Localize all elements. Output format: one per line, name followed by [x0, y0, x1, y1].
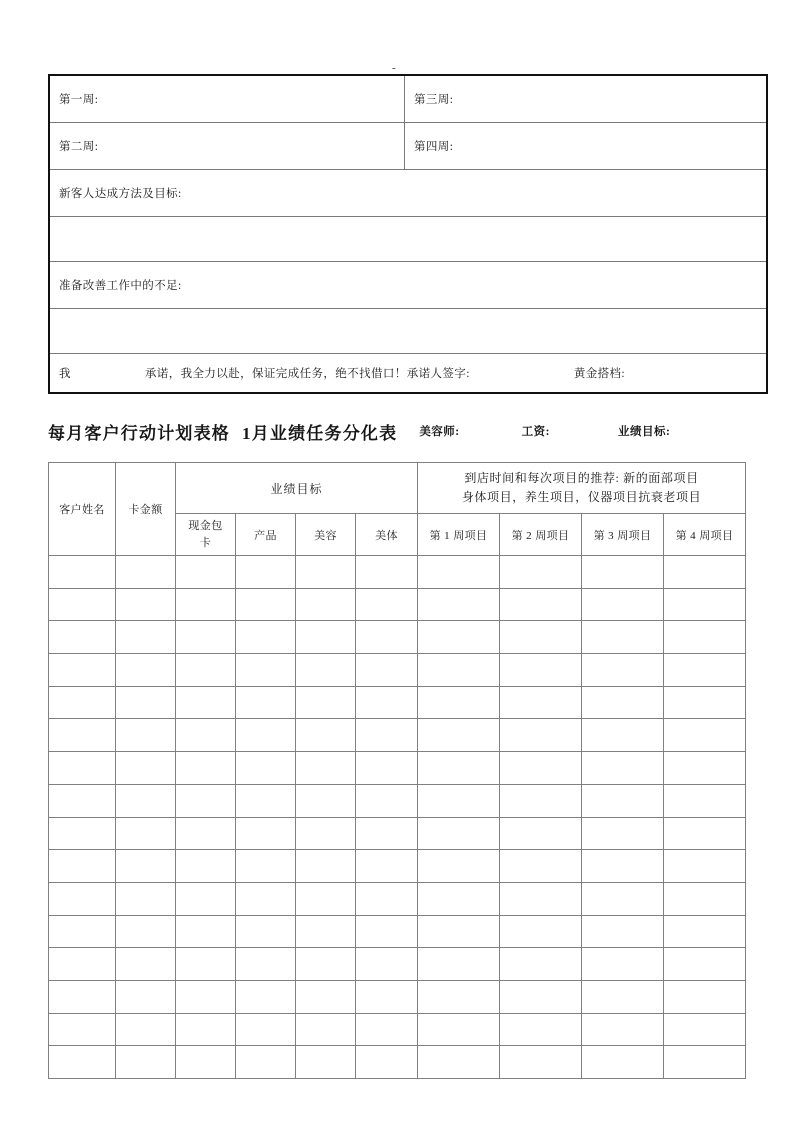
table-cell[interactable]: [116, 621, 176, 654]
table-cell[interactable]: [582, 588, 664, 621]
table-row: [49, 354, 767, 394]
table-cell[interactable]: [500, 948, 582, 981]
table-cell[interactable]: [116, 1046, 176, 1079]
table-cell[interactable]: [500, 621, 582, 654]
recommendation-line-2: 身体项目，养生项目，仪器项目抗衰老项目: [461, 490, 702, 504]
table-cell[interactable]: [176, 1046, 236, 1079]
table-cell[interactable]: [236, 915, 296, 948]
table-cell[interactable]: [356, 654, 418, 687]
column-group-header-recommendation: [418, 463, 746, 514]
table-cell[interactable]: [418, 817, 500, 850]
table-cell[interactable]: [664, 654, 746, 687]
performance-breakdown-table: [48, 462, 746, 1079]
table-cell[interactable]: [116, 1013, 176, 1046]
table-row: [49, 123, 767, 170]
table-cell[interactable]: [356, 588, 418, 621]
performance-target-field-label[interactable]: 业绩目标:: [618, 426, 671, 438]
table-cell[interactable]: [236, 752, 296, 785]
table-cell[interactable]: [582, 1046, 664, 1079]
table-cell[interactable]: [116, 686, 176, 719]
table-cell[interactable]: [176, 948, 236, 981]
table-cell[interactable]: [664, 882, 746, 915]
table-cell[interactable]: [49, 817, 116, 850]
table-cell[interactable]: [664, 686, 746, 719]
table-cell[interactable]: [116, 752, 176, 785]
pledge-cell[interactable]: [49, 354, 767, 394]
table-cell[interactable]: [236, 784, 296, 817]
table-row: [49, 588, 746, 621]
column-header-week-4: 第 4 周项目: [664, 514, 746, 556]
table-cell[interactable]: [500, 817, 582, 850]
table-cell[interactable]: [296, 817, 356, 850]
table-cell[interactable]: [500, 850, 582, 883]
table-cell[interactable]: [418, 784, 500, 817]
improvement-blank-cell[interactable]: [49, 309, 767, 354]
table-cell[interactable]: [356, 719, 418, 752]
week-4-cell[interactable]: 第四周:: [405, 123, 768, 170]
page-title: 每月客户行动计划表格: [48, 423, 230, 443]
column-header-week-1: 第 1 周项目: [418, 514, 500, 556]
column-header-beauty: 美容: [296, 514, 356, 556]
table-cell[interactable]: [176, 556, 236, 589]
table-cell[interactable]: [49, 1046, 116, 1079]
column-group-header-performance-goal: 业绩目标: [176, 463, 418, 514]
table-cell[interactable]: [176, 719, 236, 752]
column-header-body: 美体: [356, 514, 418, 556]
table-cell[interactable]: [236, 817, 296, 850]
golden-partner-label: 黄金搭档:: [573, 368, 626, 380]
beautician-field-label[interactable]: 美容师:: [419, 426, 460, 438]
table-cell[interactable]: [664, 850, 746, 883]
table-cell[interactable]: [49, 850, 116, 883]
recommendation-line-1: 到店时间和每次项目的推荐: 新的面部项目: [464, 471, 699, 486]
table-cell[interactable]: [296, 980, 356, 1013]
table-cell[interactable]: [582, 817, 664, 850]
table-cell[interactable]: [296, 1046, 356, 1079]
top-dash-mark: -: [392, 62, 396, 74]
table-cell[interactable]: [500, 1046, 582, 1079]
table-cell[interactable]: [236, 948, 296, 981]
table-cell[interactable]: [418, 1046, 500, 1079]
new-customer-method-cell[interactable]: 新客人达成方法及目标:: [49, 170, 767, 217]
table-cell[interactable]: [49, 588, 116, 621]
table-cell[interactable]: [582, 948, 664, 981]
table-cell[interactable]: [116, 850, 176, 883]
table-cell[interactable]: [356, 752, 418, 785]
table-cell[interactable]: [236, 1046, 296, 1079]
table-cell[interactable]: [176, 1013, 236, 1046]
table-cell[interactable]: [418, 556, 500, 589]
table-cell[interactable]: [418, 915, 500, 948]
week-1-cell[interactable]: 第一周:: [49, 75, 405, 123]
table-row: [49, 556, 746, 589]
table-row: [49, 654, 746, 687]
table-cell[interactable]: [664, 621, 746, 654]
table-cell[interactable]: [296, 1013, 356, 1046]
table-cell[interactable]: [296, 686, 356, 719]
table-cell[interactable]: [664, 948, 746, 981]
table-cell[interactable]: [356, 1046, 418, 1079]
table-cell[interactable]: [116, 915, 176, 948]
table-cell[interactable]: [296, 882, 356, 915]
table-cell[interactable]: [176, 654, 236, 687]
table-cell[interactable]: [49, 719, 116, 752]
weekly-plan-table: [48, 74, 768, 394]
table-cell[interactable]: [176, 621, 236, 654]
table-cell[interactable]: [500, 686, 582, 719]
table-cell[interactable]: [500, 980, 582, 1013]
table-cell[interactable]: [49, 882, 116, 915]
table-cell[interactable]: [500, 556, 582, 589]
table-cell[interactable]: [49, 948, 116, 981]
table-cell[interactable]: [296, 850, 356, 883]
table-cell[interactable]: [500, 588, 582, 621]
table-cell[interactable]: [236, 1013, 296, 1046]
table-cell[interactable]: [356, 817, 418, 850]
table-cell[interactable]: [418, 882, 500, 915]
table-cell[interactable]: [582, 1013, 664, 1046]
table-cell[interactable]: [356, 915, 418, 948]
table-cell[interactable]: [49, 980, 116, 1013]
table-cell[interactable]: [116, 654, 176, 687]
table-header-row: [49, 463, 746, 514]
table-cell[interactable]: [356, 1013, 418, 1046]
table-cell[interactable]: [356, 556, 418, 589]
table-cell[interactable]: [49, 556, 116, 589]
table-cell[interactable]: [236, 654, 296, 687]
table-cell[interactable]: [500, 654, 582, 687]
week-2-cell[interactable]: 第二周:: [49, 123, 405, 170]
pledge-prefix: 我: [59, 368, 71, 380]
table-row: [49, 882, 746, 915]
table-cell[interactable]: [116, 784, 176, 817]
table-cell[interactable]: [664, 980, 746, 1013]
table-cell[interactable]: [418, 621, 500, 654]
table-cell[interactable]: [500, 915, 582, 948]
table-cell[interactable]: [236, 556, 296, 589]
table-cell[interactable]: [418, 686, 500, 719]
table-cell[interactable]: [236, 980, 296, 1013]
week-3-cell[interactable]: 第三周:: [405, 75, 768, 123]
table-cell[interactable]: [49, 686, 116, 719]
column-header-card-amount: 卡金额: [116, 463, 176, 556]
table-cell[interactable]: [664, 1046, 746, 1079]
table-cell[interactable]: [116, 556, 176, 589]
table-cell[interactable]: [116, 948, 176, 981]
cash-card-line-1: 现金包: [188, 520, 223, 532]
table-cell[interactable]: [176, 915, 236, 948]
table-cell[interactable]: [418, 752, 500, 785]
table-cell[interactable]: [236, 719, 296, 752]
table-cell[interactable]: [664, 1013, 746, 1046]
table-row: [49, 75, 767, 123]
table-cell[interactable]: [356, 980, 418, 1013]
table-cell[interactable]: [296, 752, 356, 785]
table-cell[interactable]: [664, 752, 746, 785]
table-row: [49, 784, 746, 817]
table-cell[interactable]: [418, 719, 500, 752]
table-cell[interactable]: [236, 621, 296, 654]
table-cell[interactable]: [500, 752, 582, 785]
table-cell[interactable]: [500, 882, 582, 915]
table-cell[interactable]: [356, 882, 418, 915]
table-cell[interactable]: [664, 588, 746, 621]
table-cell[interactable]: [176, 588, 236, 621]
table-cell[interactable]: [582, 980, 664, 1013]
table-cell[interactable]: [176, 784, 236, 817]
table-cell[interactable]: [418, 850, 500, 883]
table-cell[interactable]: [176, 882, 236, 915]
table-row: [49, 980, 746, 1013]
table-cell[interactable]: [49, 1013, 116, 1046]
table-cell[interactable]: [664, 784, 746, 817]
table-cell[interactable]: [296, 948, 356, 981]
table-cell[interactable]: [296, 588, 356, 621]
column-header-customer-name: 客户姓名: [49, 463, 116, 556]
table-cell[interactable]: [356, 686, 418, 719]
column-header-week-3: 第 3 周项目: [582, 514, 664, 556]
table-row: [49, 948, 746, 981]
table-cell[interactable]: [418, 588, 500, 621]
table-row: [49, 752, 746, 785]
table-row: [49, 217, 767, 262]
table-cell[interactable]: [116, 588, 176, 621]
table-row: [49, 1046, 746, 1079]
table-cell[interactable]: [664, 817, 746, 850]
table-cell[interactable]: [356, 784, 418, 817]
table-cell[interactable]: [582, 686, 664, 719]
table-row: [49, 170, 767, 217]
table-row: [49, 719, 746, 752]
table-cell[interactable]: [296, 915, 356, 948]
table-cell[interactable]: [582, 850, 664, 883]
performance-table-body: [49, 556, 746, 1079]
table-cell[interactable]: [582, 556, 664, 589]
table-cell[interactable]: [356, 948, 418, 981]
table-cell[interactable]: [582, 915, 664, 948]
pledge-body: 承诺，我全力以赴，保证完成任务，绝不找借口！承诺人签字:: [144, 368, 470, 380]
table-cell[interactable]: [582, 654, 664, 687]
column-header-cash-card: [176, 514, 236, 556]
table-cell[interactable]: [116, 882, 176, 915]
table-cell[interactable]: [500, 784, 582, 817]
table-cell[interactable]: [296, 556, 356, 589]
table-cell[interactable]: [236, 686, 296, 719]
table-cell[interactable]: [582, 719, 664, 752]
table-cell[interactable]: [582, 784, 664, 817]
table-cell[interactable]: [418, 980, 500, 1013]
table-row: [49, 262, 767, 309]
table-cell[interactable]: [296, 654, 356, 687]
table-cell[interactable]: [418, 1013, 500, 1046]
table-cell[interactable]: [356, 621, 418, 654]
table-cell[interactable]: [176, 752, 236, 785]
table-cell[interactable]: [664, 719, 746, 752]
salary-field-label[interactable]: 工资:: [521, 426, 550, 438]
table-cell[interactable]: [582, 752, 664, 785]
table-cell[interactable]: [296, 719, 356, 752]
cash-card-line-2: 卡: [199, 536, 212, 549]
new-customer-method-blank-cell[interactable]: [49, 217, 767, 262]
table-row: [49, 621, 746, 654]
table-cell[interactable]: [49, 621, 116, 654]
table-cell[interactable]: [582, 621, 664, 654]
page-subtitle: 1月业绩任务分化表: [242, 423, 398, 443]
table-cell[interactable]: [176, 817, 236, 850]
table-cell[interactable]: [500, 719, 582, 752]
section-title-bar: [48, 418, 748, 444]
table-cell[interactable]: [49, 654, 116, 687]
table-cell[interactable]: [356, 850, 418, 883]
table-cell[interactable]: [116, 719, 176, 752]
table-row: [49, 850, 746, 883]
table-cell[interactable]: [500, 1013, 582, 1046]
table-cell[interactable]: [418, 948, 500, 981]
table-cell[interactable]: [176, 980, 236, 1013]
improvement-cell[interactable]: 准备改善工作中的不足:: [49, 262, 767, 309]
table-cell[interactable]: [49, 784, 116, 817]
table-cell[interactable]: [296, 621, 356, 654]
table-row: [49, 309, 767, 354]
table-cell[interactable]: [116, 980, 176, 1013]
table-cell[interactable]: [296, 784, 356, 817]
table-row: [49, 817, 746, 850]
table-cell[interactable]: [49, 915, 116, 948]
table-cell[interactable]: [236, 850, 296, 883]
table-row: [49, 1013, 746, 1046]
table-cell[interactable]: [49, 752, 116, 785]
table-cell[interactable]: [176, 850, 236, 883]
table-cell[interactable]: [236, 882, 296, 915]
table-cell[interactable]: [236, 588, 296, 621]
table-cell[interactable]: [664, 556, 746, 589]
table-row: [49, 686, 746, 719]
table-cell[interactable]: [116, 817, 176, 850]
table-cell[interactable]: [176, 686, 236, 719]
table-row: [49, 915, 746, 948]
column-header-product: 产品: [236, 514, 296, 556]
column-header-week-2: 第 2 周项目: [500, 514, 582, 556]
table-cell[interactable]: [664, 915, 746, 948]
table-cell[interactable]: [582, 882, 664, 915]
table-cell[interactable]: [418, 654, 500, 687]
